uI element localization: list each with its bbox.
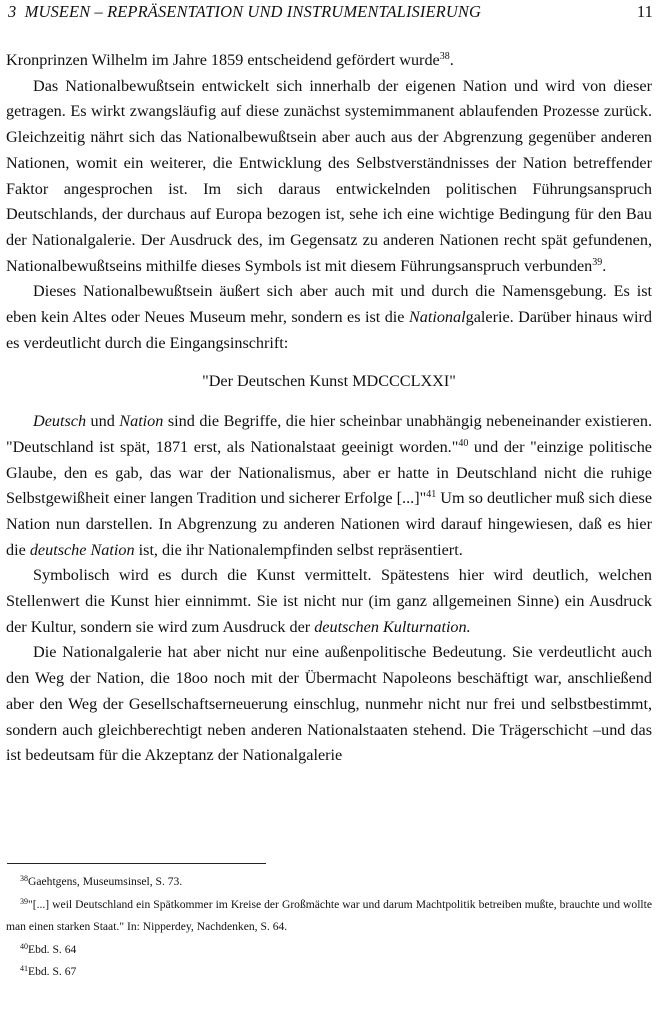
footnote-ref-41[interactable]: 41 [426, 489, 437, 501]
paragraph-text: und der "einzige politische Glaube, den es gab, das war der Nationalismus, aber er hatte in Deutschland nicht die ruhige Selbstgewißheit einer langen Tradition und sicherer Erfolge [...]" [6, 437, 652, 508]
footnote-number: 41 [20, 964, 28, 974]
paragraph-4 [6, 409, 652, 563]
footnote-40 [6, 939, 652, 962]
paragraph-text: galerie. Darüber hinaus wird es verdeutlicht durch die Eingangsinschrift: [6, 308, 652, 352]
punctuation: . [449, 51, 454, 69]
footnote-ref-40[interactable]: 40 [458, 437, 469, 449]
emphasis-deutsch: Deutsch [33, 412, 87, 431]
emphasis-deutsche-nation: deutsche Nation [29, 540, 135, 559]
footnote-41 [6, 961, 652, 984]
footnote-ref-39[interactable]: 39 [592, 256, 603, 268]
chapter-number: 3 [8, 2, 17, 21]
paragraph-text: Symbolisch wird es durch die Kunst vermittelt. Spätestens hier wird deutlich, welchen Stellenwert die Kunst hier einnimmt. Sie ist nicht nur (im ganz allgemeinen Sinne) ein Ausdruck der Kultur, sondern sie wird zum Ausdruck der [6, 566, 652, 636]
page-number: 11 [636, 2, 653, 21]
paragraph-text: Das Nationalbewußtsein entwickelt sich innerhalb der eigenen Nation und wird von dieser getragen. Es wirkt zwangsläufig auf diese zunächst systemimmanent ablaufenden Prozesse zurück. Gleichzeitig nährt sich das Nationalbewußtsein aber auch aus der Abgrenzung gegenüber anderen Nationen, womit ein weiterer, die Entwicklung des Selbstverständnisses der Nation betreffender Faktor angesprochen ist. Im sich daraus entwickelnden politischen Führungsanspruch Deutschlands, der durchaus auf Europa bezogen ist, sehe ich eine wichtige Bedingung für den Bau der Nationalgalerie. Der Ausdruck des, im Gegensatz zu anderen Nationen recht spät gefundenen, Nationalbewußtseins mithilfe dieses Symbols ist mit diesem Führungsanspruch verbunden [6, 76, 652, 275]
footnote-38 [6, 871, 652, 894]
paragraph-text: sind die Begriffe, die hier scheinbar unabhängig nebeneinander existieren. "Deutschland ist spät, 1871 erst, als Nationalstaat geeinigt worden." [6, 412, 652, 456]
footnote-text: Ebd. S. 64 [28, 942, 77, 956]
inscription-quote: "Der Deutschen Kunst MDCCCLXXI" [202, 372, 456, 391]
paragraph-5 [6, 563, 652, 640]
footnote-text: "[...] weil Deutschland ein Spätkommer im Kreise der Großmächte war und darum Machtpolitik betreiben mußte, brauchte und wollte man einen starken Staat." In: Nipperdey, Nachdenken, S. 64. [6, 897, 652, 934]
footnote-39 [6, 894, 652, 939]
paragraph-text: Um so deutlicher muß sich diese Nation nun darstellen. In Abgrenzung zu anderen Nationen wird darauf hingewiesen, daß es hier die [6, 489, 652, 559]
footnote-text: Gaehtgens, Museumsinsel, S. 73. [28, 875, 183, 888]
paragraph-text: und [86, 412, 120, 431]
paragraph-1 [6, 48, 652, 74]
footnote-divider [7, 863, 266, 864]
punctuation: . [602, 256, 607, 275]
footnote-number: 40 [20, 941, 28, 951]
footnote-number: 39 [20, 896, 28, 906]
emphasis-kulturnation: deutschen Kulturnation. [314, 617, 471, 636]
paragraph-text: ist, die ihr Nationalempfinden selbst repräsentiert. [134, 540, 463, 559]
footnotes [6, 871, 652, 984]
running-header [8, 2, 653, 24]
emphasis-national: National [408, 308, 466, 327]
footnote-text: Ebd. S. 67 [28, 965, 77, 979]
paragraph-text: Kronprinzen Wilhelm im Jahre 1859 entscheidend gefördert wurde [6, 51, 440, 69]
paragraph-3 [6, 279, 652, 356]
footnote-ref-38[interactable]: 38 [439, 51, 450, 62]
paragraph-text: Die Nationalgalerie hat aber nicht nur eine außenpolitische Bedeutung. Sie verdeutlicht auch den Weg der Nation, die 18oo noch mit der Übermacht Napoleons beschäftigt war, anschließend aber den Weg der Gesellschaftserneuerung einschlug, nunmehr nicht nur frei und selbstbestimmt, sondern auch gleichberechtigt neben anderen Nationalstaaten stehend. Die Trägerschicht –und das ist bedeutsam für die Akzeptanz der Nationalgalerie [6, 643, 652, 765]
paragraph-6 [6, 640, 652, 769]
paragraph-text: Dieses Nationalbewußtsein äußert sich aber auch mit und durch die Namensgebung. Es ist eben kein Altes oder Neues Museum mehr, sondern es ist die [6, 282, 652, 327]
footnote-number: 38 [20, 874, 28, 883]
chapter-title: MUSEEN – REPRÄSENTATION UND INSTRUMENTALISIERUNG [24, 2, 481, 21]
paragraph-2 [6, 74, 652, 280]
emphasis-nation: Nation [119, 412, 164, 431]
body-text [6, 48, 652, 769]
